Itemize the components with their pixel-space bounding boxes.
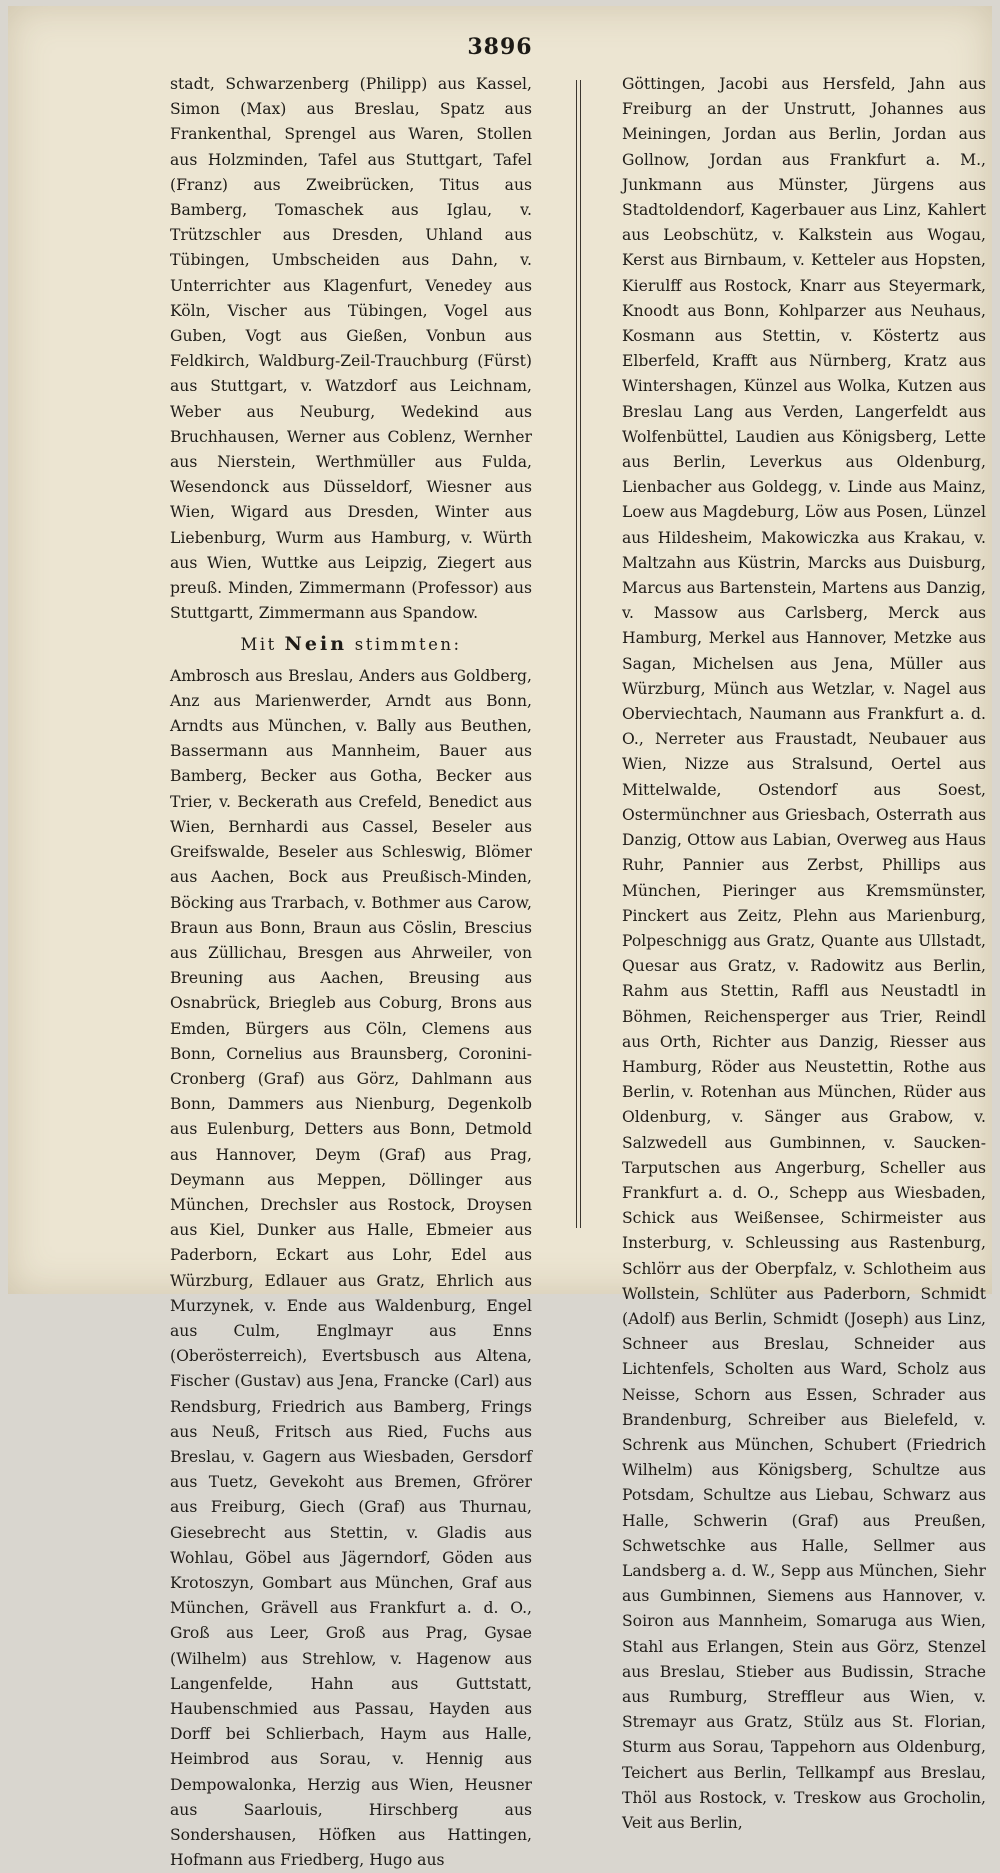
section-heading-nein (170, 632, 532, 657)
section-heading-prefix: Mit (240, 635, 277, 655)
left-column (170, 72, 532, 1870)
column-divider-rule-second (580, 80, 581, 1228)
section-heading-word: Nein (284, 633, 348, 656)
right-column-paragraph: Göttingen, Jacobi aus Hersfeld, Jahn aus Freiburg an der Unstrutt, Johannes aus Meiningen, Jordan aus Berlin, Jordan aus Gollnow, Jordan aus Frankfurt a. M., Junkmann aus Münster, Jürgens aus Stadtoldendorf, Kagerbauer aus Linz, Kahlert aus Leobschütz, v. Kalkstein aus Wogau, Kerst aus Birnbaum, v. Ketteler aus Hopsten, Kierulff aus Rostock, Knarr aus Steyermark, Knoodt aus Bonn, Kohlparzer aus Neuhaus, Kosmann aus Stettin, v. Köstertz aus Elberfeld, Krafft aus Nürnberg, Kratz aus Wintershagen, Künzel aus Wolka, Kutzen aus Breslau Lang aus Verden, Langerfeldt aus Wolfenbüttel, Laudien aus Königsberg, Lette aus Berlin, Leverkus aus Oldenburg, Lienbacher aus Goldegg, v. Linde aus Mainz, Loew aus Magdeburg, Löw aus Posen, Lünzel aus Hildesheim, Makowiczka aus Krakau, v. Maltzahn aus Küstrin, Marcks aus Duisburg, Marcus aus Bartenstein, Martens aus Danzig, v. Massow aus Carlsberg, Merck aus Hamburg, Merkel aus Hannover, Metzke aus Sagan, Michelsen aus Jena, Müller aus Würzburg, Münch aus Wetzlar, v. Nagel aus Oberviechtach, Naumann aus Frankfurt a. d. O., Nerreter aus Fraustadt, Neubauer aus Wien, Nizze aus Stralsund, Oertel aus Mittelwalde, Ostendorf aus Soest, Ostermünchner aus Griesbach, Osterrath aus Danzig, Ottow aus Labian, Overweg aus Haus Ruhr, Pannier aus Zerbst, Phillips aus München, Pieringer aus Kremsmünster, Pinckert aus Zeitz, Plehn aus Marienburg, Polpeschnigg aus Gratz, Quante aus Ullstadt, Quesar aus Gratz, v. Radowitz aus Berlin, Rahm aus Stettin, Raffl aus Neustadtl in Böhmen, Reichensperger aus Trier, Reindl aus Orth, Richter aus Danzig, Riesser aus Hamburg, Röder aus Neustettin, Rothe aus Berlin, v. Rotenhan aus München, Rüder aus Oldenburg, v. Sänger aus Grabow, v. Salzwedell aus Gumbinnen, v. Saucken-Tarputschen aus Angerburg, Scheller aus Frankfurt a. d. O., Schepp aus Wiesbaden, Schick aus Weißensee, Schirmeister aus Insterburg, v. Schleussing aus Rastenburg, Schlörr aus der Oberpfalz, v. Schlotheim aus Wollstein, Schlüter aus Paderborn, Schmidt (Adolf) aus Berlin, Schmidt (Joseph) aus Linz, Schneer aus Breslau, Schneider aus Lichtenfels, Scholten aus Ward, Scholz aus Neisse, Schorn aus Essen, Schrader aus Brandenburg, Schreiber aus Bielefeld, v. Schrenk aus München, Schubert (Friedrich Wilhelm) aus Königsberg, Schultze aus Potsdam, Schultze aus Liebau, Schwarz aus Halle, Schwerin (Graf) aus Preußen, Schwetschke aus Halle, Sellmer aus Landsberg a. d. W., Sepp aus München, Siehr aus Gumbinnen, Siemens aus Hannover, v. Soiron aus Mannheim, Somaruga aus Wien, Stahl aus Erlangen, Stein aus Görz, Stenzel aus Breslau, Stieber aus Budissin, Strache aus Rumburg, Streffleur aus Wien, v. Stremayr aus Gratz, Stülz aus St. Florian, Sturm aus Sorau, Tappehorn aus Oldenburg, Teichert aus Berlin, Tellkampf aus Breslau, Thöl aus Rostock, v. Treskow aus Grocholin, Veit aus Berlin, (622, 75, 986, 1833)
document-page (8, 6, 992, 1870)
page-number: 3896 (467, 34, 533, 60)
column-divider-rule (576, 80, 577, 1228)
left-column-paragraph-nein-list: Ambrosch aus Breslau, Anders aus Goldberg, Anz aus Marienwerder, Arndt aus Bonn, Arndts aus München, v. Bally aus Beuthen, Bassermann aus Mannheim, Bauer aus Bamberg, Becker aus Gotha, Becker aus Trier, v. Beckerath aus Crefeld, Benedict aus Wien, Bernhardi aus Cassel, Beseler aus Greifswalde, Beseler aus Schleswig, Blömer aus Aachen, Bock aus Preußisch-Minden, Böcking aus Trarbach, v. Bothmer aus Carow, Braun aus Bonn, Braun aus Cöslin, Brescius aus Züllichau, Bresgen aus Ahrweiler, von Breuning aus Aachen, Breusing aus Osnabrück, Briegleb aus Coburg, Brons aus Emden, Bürgers aus Cöln, Clemens aus Bonn, Cornelius aus Braunsberg, Coronini-Cronberg (Graf) aus Görz, Dahlmann aus Bonn, Dammers aus Nienburg, Degenkolb aus Eulenburg, Detters aus Bonn, Detmold aus Hannover, Deym (Graf) aus Prag, Deymann aus Meppen, Döllinger aus München, Drechsler aus Rostock, Droysen aus Kiel, Dunker aus Halle, Ebmeier aus Paderborn, Eckart aus Lohr, Edel aus Würzburg, Edlauer aus Gratz, Ehrlich aus Murzynek, v. Ende aus Waldenburg, Engel aus Culm, Englmayr aus Enns (Oberösterreich), Evertsbusch aus Altena, Fischer (Gustav) aus Jena, Francke (Carl) aus Rendsburg, Friedrich aus Bamberg, Frings aus Neuß, Fritsch aus Ried, Fuchs aus Breslau, v. Gagern aus Wiesbaden, Gersdorf aus Tuetz, Gevekoht aus Bremen, Gfrörer aus Freiburg, Giech (Graf) aus Thurnau, Giesebrecht aus Stettin, v. Gladis aus Wohlau, Göbel aus Jägerndorf, Göden aus Krotoszyn, Gombart aus München, Graf aus München, Grävell aus Frankfurt a. d. O., Groß aus Leer, Groß aus Prag, Gysae (Wilhelm) aus Strehlow, v. Hagenow aus Langenfelde, Hahn aus Guttstatt, Haubenschmied aus Passau, Hayden aus Dorff bei Schlierbach, Haym aus Halle, Heimbrod aus Sorau, v. Hennig aus Dempowalonka, Herzig aus Wien, Heusner aus Saarlouis, Hirschberg aus Sondershausen, Höfken aus Hattingen, Hofmann aus Friedberg, Hugo aus (170, 666, 532, 1870)
left-column-paragraph-continued: stadt, Schwarzenberg (Philipp) aus Kassel, Simon (Max) aus Breslau, Spatz aus Frankenthal, Sprengel aus Waren, Stollen aus Holzminden, Tafel aus Stuttgart, Tafel (Franz) aus Zweibrücken, Titus aus Bamberg, Tomaschek aus Iglau, v. Trützschler aus Dresden, Uhland aus Tübingen, Umbscheiden aus Dahn, v. Unterrichter aus Klagenfurt, Venedey aus Köln, Vischer aus Tübingen, Vogel aus Guben, Vogt aus Gießen, Vonbun aus Feldkirch, Waldburg-Zeil-Trauchburg (Fürst) aus Stuttgart, v. Watzdorf aus Leichnam, Weber aus Neuburg, Wedekind aus Bruchhausen, Werner aus Coblenz, Wernher aus Nierstein, Werthmüller aus Fulda, Wesendonck aus Düsseldorf, Wiesner aus Wien, Wigard aus Dresden, Winter aus Liebenburg, Wurm aus Hamburg, v. Würth aus Wien, Wuttke aus Leipzig, Ziegert aus preuß. Minden, Zimmermann (Professor) aus Stuttgartt, Zimmermann aus Spandow. (170, 75, 532, 623)
section-heading-suffix: stimmten: (354, 635, 462, 655)
right-column (622, 72, 986, 1833)
